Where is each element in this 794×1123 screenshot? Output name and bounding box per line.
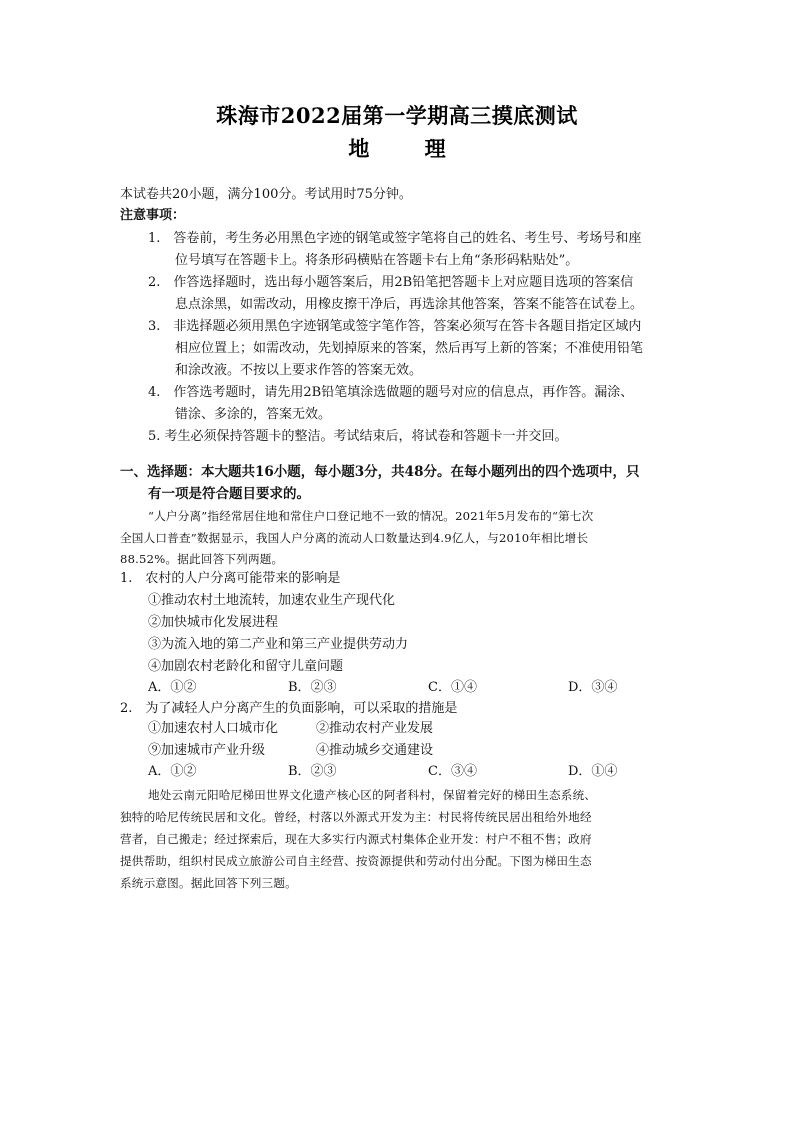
exam-title: 珠海市2022届第一学期高三摸底测试 (216, 103, 578, 128)
question-2-statement-4: ④推动城乡交通建设 (316, 743, 434, 758)
question-1-statement-1: ①推动农村土地流转，加速农业生产现代化 (148, 593, 396, 608)
question-2-statement-2: ②推动农村产业发展 (316, 721, 434, 736)
notice-item-5: 5. 考生必须保持答题卡的整洁。考试结束后，将试卷和答题卡一并交回。 (148, 429, 568, 444)
question-1-option-b: B．②③ (288, 680, 337, 695)
question-2-stem: 2. 为了减轻人户分离产生的负面影响，可以采取的措施是 (120, 701, 458, 716)
notice-item-4-line-2: 错涂、多涂的，答案无效。 (175, 407, 332, 422)
notice-item-4-line-1: 4. 作答选考题时，请先用2B铅笔填涂选做题的题号对应的信息点，再作答。漏涂、 (148, 385, 634, 400)
notice-item-2-line-2: 息点涂黑，如需改动，用橡皮擦干净后，再选涂其他答案，答案不能答在试卷上。 (175, 297, 644, 312)
question-2-statement-3: ⑨加速城市产业升级 (148, 743, 266, 758)
passage-2-line-4: 提供帮助，组织村民成立旅游公司自主经营、按资源提供和劳动付出分配。下图为梯田生态 (120, 854, 592, 868)
question-1-option-a: A．①② (148, 680, 197, 695)
question-2-option-b: B．②③ (288, 764, 337, 779)
passage-2-line-2: 独特的哈尼传统民居和文化。曾经，村落以外源式开发为主：村民将传统民居出租给外地经 (120, 810, 592, 824)
section-1-heading-line-2: 有一项是符合题目要求的。 (148, 486, 310, 502)
passage-1-line-2: 全国人口普查”数据显示，我国人户分离的流动人口数量达到4.9亿人，与2010年相比增长 (120, 531, 589, 545)
notice-item-2-line-1: 2. 作答选择题时，选出每小题答案后，用2B铅笔把答题卡上对应题目选项的答案信 (148, 275, 634, 290)
notice-item-3-line-1: 3. 非选择题必须用黑色字迹钢笔或签字笔作答，答案必须写在答卡各题目指定区域内 (148, 319, 642, 334)
passage-1-line-1: “人户分离”指经常居住地和常住户口登记地不一致的情况。2021年5月发布的“第七次 (148, 509, 594, 523)
question-1-statement-4: ④加剧农村老龄化和留守儿童问题 (148, 659, 344, 674)
question-2-statement-1: ①加速农村人口城市化 (148, 721, 279, 736)
notice-item-1-line-1: 1. 答卷前，考生务必用黑色字迹的钢笔或签字笔将自己的姓名、考生号、考场号和座 (148, 231, 642, 246)
question-1-statement-2: ②加快城市化发展进程 (148, 615, 279, 630)
passage-1-line-3: 88.52%。据此回答下列两题。 (120, 552, 284, 566)
question-2-option-d: D．①④ (568, 764, 618, 779)
question-2-option-a: A．①② (148, 764, 197, 779)
exam-intro: 本试卷共20小题，满分100分。考试用时75分钟。 (120, 187, 412, 202)
question-1-statement-3: ③为流入地的第二产业和第三产业提供劳动力 (148, 637, 409, 652)
question-2-option-c: C．③④ (428, 764, 477, 779)
notice-item-1-line-2: 位号填写在答题卡上。将条形码横贴在答题卡右上角“条形码粘贴处”。 (175, 253, 579, 268)
subject-title: 地 理 (348, 136, 470, 161)
question-1-stem: 1. 农村的人户分离可能带来的影响是 (120, 571, 341, 586)
notice-heading: 注意事项： (120, 208, 186, 223)
section-1-heading-line-1: 一、选择题：本大题共16小题，每小题3分，共48分。在每小题列出的四个选项中，只 (120, 464, 640, 480)
notice-item-3-line-2: 相应位置上；如需改动，先划掉原来的答案，然后再写上新的答案；不准使用铅笔 (175, 341, 644, 356)
passage-2-line-1: 地处云南元阳哈尼梯田世界文化遗产核心区的阿者科村，保留着完好的梯田生态系统、 (148, 788, 597, 802)
notice-item-3-line-3: 和涂改液。不按以上要求作答的答案无效。 (175, 363, 423, 378)
passage-2-line-5: 系统示意图。据此回答下列三题。 (120, 876, 297, 890)
question-1-option-c: C．①④ (428, 680, 477, 695)
passage-2-line-3: 营者，自己搬走；经过探索后，现在大多实行内源式村集体企业开发：村户不租不售；政府 (120, 832, 592, 846)
question-1-option-d: D．③④ (568, 680, 618, 695)
